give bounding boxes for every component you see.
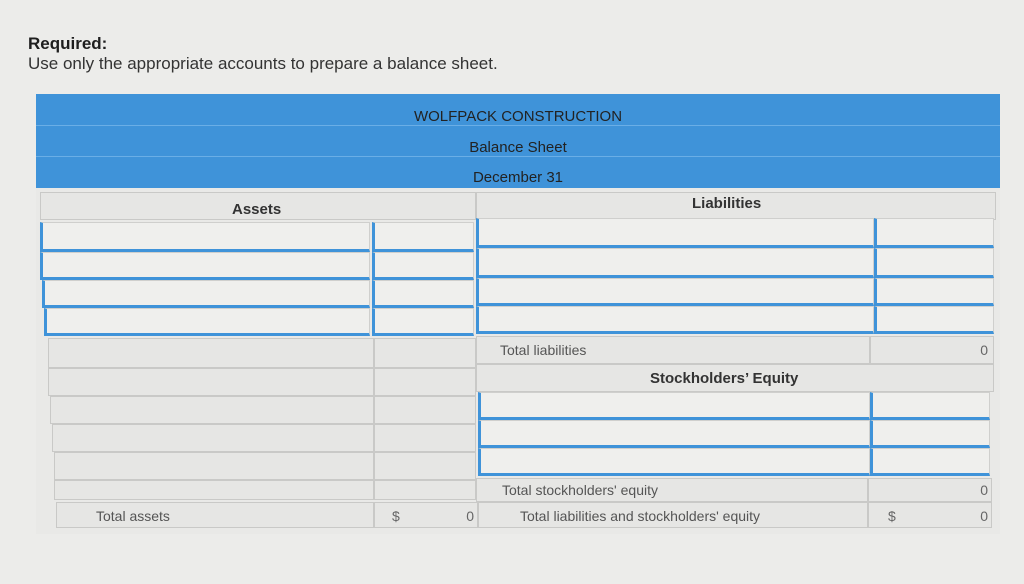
liability-amount-input-3[interactable]	[874, 278, 994, 306]
grand-total-label: Total liabilities and stockholders' equity	[520, 508, 761, 524]
liability-account-input-1[interactable]	[476, 218, 874, 248]
statement-header	[36, 94, 1000, 188]
asset-account-input-2[interactable]	[40, 252, 370, 280]
liabilities-heading: Liabilities	[692, 195, 762, 212]
liability-account-input-4[interactable]	[476, 306, 874, 334]
liability-account-input-2[interactable]	[476, 248, 874, 278]
asset-blank-amount	[374, 396, 476, 424]
required-label: Required:	[28, 34, 108, 53]
equity-amount-input-1[interactable]	[870, 392, 990, 420]
asset-amount-input-2[interactable]	[372, 252, 474, 280]
header-divider	[36, 125, 1000, 126]
asset-blank-row	[50, 396, 374, 424]
asset-amount-input-1[interactable]	[372, 222, 474, 252]
equity-account-input-3[interactable]	[478, 448, 870, 476]
total-assets-currency: $	[392, 508, 400, 524]
equity-amount-input-2[interactable]	[870, 420, 990, 448]
asset-blank-row	[54, 452, 374, 480]
grand-total-currency: $	[888, 508, 896, 524]
asset-blank-amount	[374, 480, 476, 500]
asset-amount-input-4[interactable]	[372, 308, 474, 336]
company-name: WOLFPACK CONSTRUCTION	[413, 108, 623, 125]
equity-account-input-2[interactable]	[478, 420, 870, 448]
asset-blank-row	[48, 338, 374, 368]
equity-amount-input-3[interactable]	[870, 448, 990, 476]
asset-account-input-4[interactable]	[44, 308, 370, 336]
statement-date: December 31	[472, 169, 564, 186]
asset-amount-input-3[interactable]	[372, 280, 474, 308]
grand-total-value: 0	[980, 508, 988, 524]
instructions-text: Use only the appropriate accounts to prepare a balance sheet.	[28, 54, 498, 73]
asset-account-input-1[interactable]	[40, 222, 370, 252]
total-equity-label: Total stockholders' equity	[502, 482, 658, 498]
asset-blank-amount	[374, 452, 476, 480]
asset-blank-row	[54, 480, 374, 500]
liability-amount-input-1[interactable]	[874, 218, 994, 248]
equity-heading: Stockholders’ Equity	[650, 370, 799, 387]
total-assets-value: 0	[466, 508, 474, 524]
total-equity-value: 0	[980, 482, 988, 498]
asset-blank-amount	[374, 368, 476, 396]
balance-sheet-form	[36, 94, 1000, 534]
equity-account-input-1[interactable]	[478, 392, 870, 420]
liability-account-input-3[interactable]	[476, 278, 874, 306]
statement-title: Balance Sheet	[469, 139, 567, 156]
asset-account-input-3[interactable]	[42, 280, 370, 308]
liability-amount-input-2[interactable]	[874, 248, 994, 278]
total-assets-label: Total assets	[96, 508, 170, 524]
total-liabilities-value: 0	[980, 342, 988, 358]
liability-amount-input-4[interactable]	[874, 306, 994, 334]
header-divider	[36, 156, 1000, 157]
asset-blank-amount	[374, 424, 476, 452]
total-liabilities-label: Total liabilities	[500, 342, 587, 358]
asset-blank-row	[48, 368, 374, 396]
asset-blank-row	[52, 424, 374, 452]
assets-heading: Assets	[232, 201, 282, 218]
asset-blank-amount	[374, 338, 476, 368]
